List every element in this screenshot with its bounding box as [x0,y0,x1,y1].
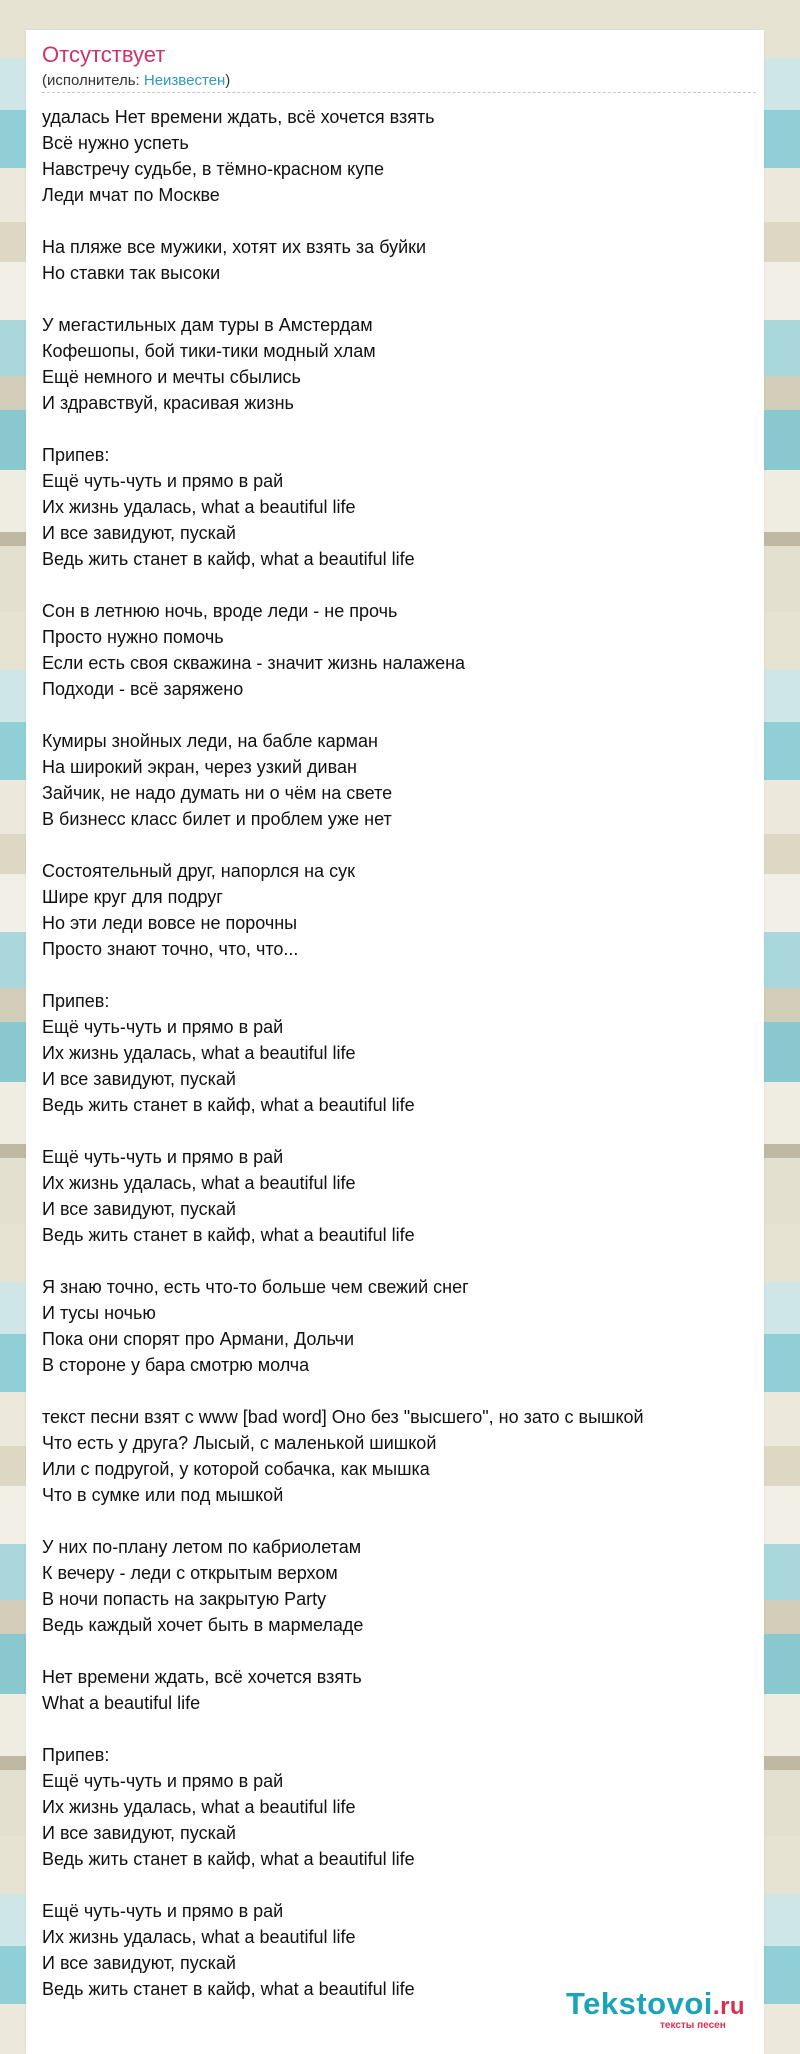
lyric-line: What a beautiful life [42,1693,201,1713]
stanza-gap [42,1378,756,1404]
lyric-line: К вечеру - леди с открытым верхом [42,1563,338,1583]
logo-main-text: Tekstovoi [566,1986,713,2021]
lyric-line: И все завидуют, пускай [42,1953,236,1973]
lyric-line: Состоятельный друг, напорлся на сук [42,861,355,881]
stanza-gap [42,1508,756,1534]
lyric-line: Просто знают точно, что, что... [42,939,299,959]
lyric-line: Ведь жить станет в кайф, what a beautiful life [42,1979,415,1999]
lyric-line: Ведь каждый хочет быть в мармеладе [42,1615,364,1635]
stanza-gap [42,572,756,598]
lyric-line: Шире круг для подруг [42,887,223,907]
lyric-line: И все завидуют, пускай [42,1069,236,1089]
lyric-line: На широкий экран, через узкий диван [42,757,357,777]
lyric-line: Ещё чуть-чуть и прямо в рай [42,1017,284,1037]
stanza-gap [42,962,756,988]
title-divider [42,92,756,93]
lyrics-card [26,30,764,2054]
logo-tld-text: .ru [712,1993,746,2020]
site-logo[interactable] [566,1986,776,2034]
lyric-line: Припев: [42,1745,110,1765]
logo-wordmark [566,1986,745,2022]
lyric-line: Что в сумке или под мышкой [42,1485,284,1505]
lyric-line: Ещё немного и мечты сбылись [42,367,301,387]
lyric-line: В ночи попасть на закрытую Party [42,1589,327,1609]
stanza-gap [42,1872,756,1898]
stanza-gap [42,1716,756,1742]
lyric-line: Нет времени ждать, всё хочется взять [42,1667,362,1687]
lyric-line: Просто нужно помочь [42,627,224,647]
stanza-gap [42,832,756,858]
stanza-gap [42,1638,756,1664]
lyric-line: Леди мчат по Москве [42,185,220,205]
lyric-line: Ещё чуть-чуть и прямо в рай [42,1147,284,1167]
lyric-line: Что есть у друга? Лысый, с маленькой шишкой [42,1433,437,1453]
lyric-line: Ещё чуть-чуть и прямо в рай [42,1771,284,1791]
lyric-line: Всё нужно успеть [42,133,189,153]
lyric-line: Но эти леди вовсе не порочны [42,913,298,933]
lyric-line: И все завидуют, пускай [42,523,236,543]
lyric-line: Сон в летнюю ночь, вроде леди - не прочь [42,601,398,621]
lyric-line: Я знаю точно, есть что-то больше чем свежий снег [42,1277,469,1297]
lyric-line: Или с подругой, у которой собачка, как мышка [42,1459,430,1479]
stanza-gap [42,208,756,234]
stanza-gap [42,1248,756,1274]
stanza-gap [42,702,756,728]
lyric-line: И все завидуют, пускай [42,1199,236,1219]
lyric-line: Припев: [42,991,110,1011]
lyric-line: Кумиры знойных леди, на бабле карман [42,731,378,751]
stanza-gap [42,1118,756,1144]
lyric-line: Кофешопы, бой тики-тики модный хлам [42,341,376,361]
lyric-line: Их жизнь удалась, what a beautiful life [42,497,356,517]
lyric-line: Ведь жить станет в кайф, what a beautiful life [42,1849,415,1869]
stanza-gap [42,416,756,442]
lyric-line: удалась Нет времени ждать, всё хочется взять [42,107,435,127]
lyric-line: Их жизнь удалась, what a beautiful life [42,1173,356,1193]
song-title: Отсутствует [42,42,166,67]
lyric-line: На пляже все мужики, хотят их взять за буйки [42,237,427,257]
lyric-line: И все завидуют, пускай [42,1823,236,1843]
lyric-line: Их жизнь удалась, what a beautiful life [42,1927,356,1947]
lyric-line: Их жизнь удалась, what a beautiful life [42,1043,356,1063]
lyric-line: Но ставки так высоки [42,263,221,283]
lyric-line: Пока они спорят про Армани, Дольчи [42,1329,355,1349]
lyric-line: У них по-плану летом по кабриолетам [42,1537,362,1557]
artist-link[interactable]: Неизвестен [143,72,226,89]
lyric-line: Ведь жить станет в кайф, what a beautiful life [42,1095,415,1115]
lyric-line: текст песни взят с www [bad word] Оно без "высшего", но зато с вышкой [42,1407,644,1427]
lyric-line: Ещё чуть-чуть и прямо в рай [42,471,284,491]
lyric-line: Зайчик, не надо думать ни о чём на свете [42,783,393,803]
lyrics-text [42,104,756,2002]
lyric-line: В стороне у бара смотрю молча [42,1355,310,1375]
lyric-line: Подходи - всё заряжено [42,679,244,699]
stanza-gap [42,286,756,312]
artist-suffix: ) [225,72,231,89]
lyric-line: И здравствуй, красивая жизнь [42,393,294,413]
artist-line [42,72,230,89]
logo-tagline: тексты песен [660,2020,726,2031]
lyric-line: В бизнесс класс билет и проблем уже нет [42,809,392,829]
lyric-line: И тусы ночью [42,1303,156,1323]
lyric-line: Ещё чуть-чуть и прямо в рай [42,1901,284,1921]
lyric-line: Ведь жить станет в кайф, what a beautiful life [42,1225,415,1245]
lyric-line: Ведь жить станет в кайф, what a beautiful life [42,549,415,569]
lyric-line: Припев: [42,445,110,465]
lyric-line: Навстречу судьбе, в тёмно-красном купе [42,159,385,179]
lyric-line: Если есть своя скважина - значит жизнь налажена [42,653,466,673]
lyric-line: У мегастильных дам туры в Амстердам [42,315,373,335]
artist-prefix: (исполнитель: [42,72,144,89]
lyric-line: Их жизнь удалась, what a beautiful life [42,1797,356,1817]
